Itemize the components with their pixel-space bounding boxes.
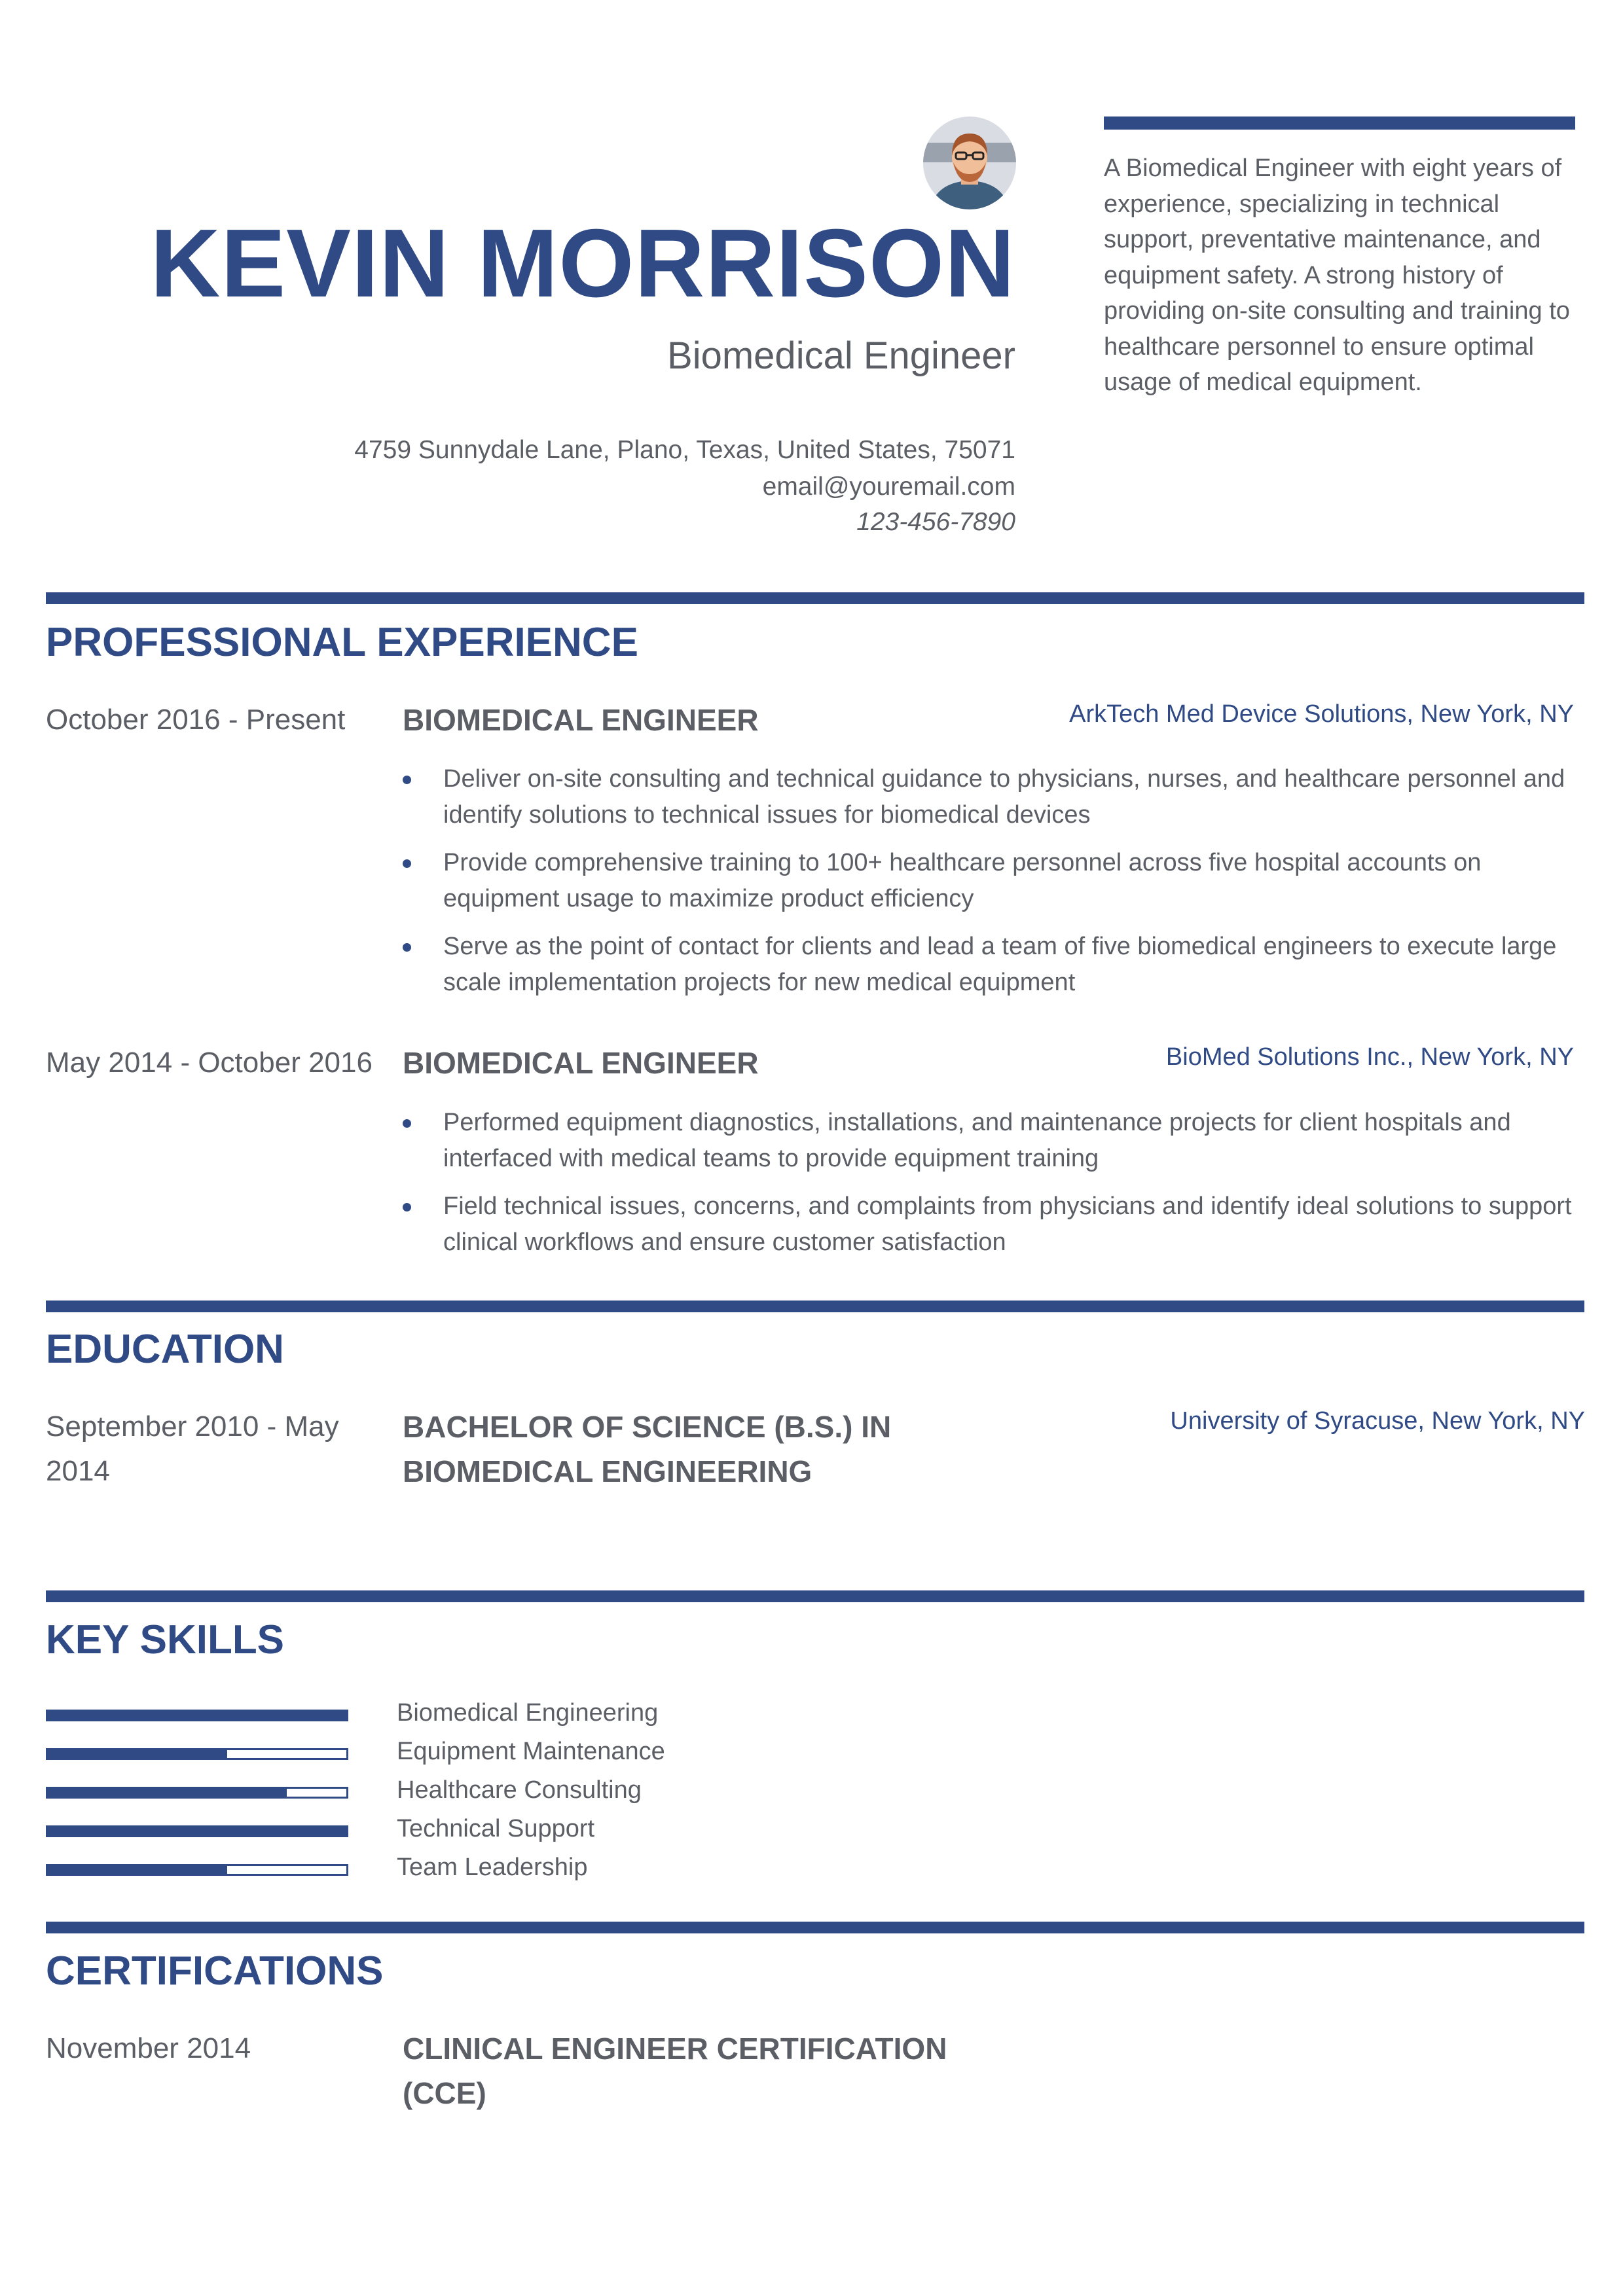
section-divider xyxy=(46,1300,1584,1312)
skill-level-fill xyxy=(48,1750,227,1758)
job-dates: May 2014 - October 2016 xyxy=(46,1047,373,1079)
education-dates: September 2010 - May 2014 xyxy=(46,1410,339,1487)
candidate-name: KEVIN MORRISON xyxy=(150,209,1015,317)
job-dates: October 2016 - Present xyxy=(46,704,346,736)
skill-level-bar xyxy=(46,1825,348,1837)
skill-level-bar xyxy=(46,1748,348,1760)
certification-date: November 2014 xyxy=(46,2032,251,2064)
skill-level-fill xyxy=(48,1866,227,1874)
job-company: ArkTech Med Device Solutions, New York, NY xyxy=(1069,700,1574,728)
school: University of Syracuse, New York, NY xyxy=(1170,1407,1585,1435)
skills-heading: KEY SKILLS xyxy=(46,1617,285,1662)
phone: 123-456-7890 xyxy=(856,508,1015,536)
avatar xyxy=(923,117,1016,209)
bullet-icon xyxy=(403,776,411,784)
list-item: Performed equipment diagnostics, installations, and maintenance projects for client hospitals and interfaced with medical teams to provide equipment training xyxy=(403,1105,1575,1177)
certifications-heading: CERTIFICATIONS xyxy=(46,1948,384,1994)
professional-summary: A Biomedical Engineer with eight years of experience, specializing in technical support, preventative maintenance, and equipment safety. A strong history of providing on-site consulting and training to healthcare personnel to ensure optimal usage of medical equipment. xyxy=(1104,154,1570,396)
summary-divider xyxy=(1104,117,1575,130)
skill-label: Technical Support xyxy=(397,1815,595,1842)
skill-level-fill xyxy=(48,1827,346,1835)
job-bullets xyxy=(403,761,1575,1013)
job-role: BIOMEDICAL ENGINEER xyxy=(403,1046,759,1080)
skill-level-bar xyxy=(46,1787,348,1799)
skill-level-bar xyxy=(46,1710,348,1721)
education-heading: EDUCATION xyxy=(46,1327,284,1372)
bullet-icon xyxy=(403,1203,411,1211)
job-bullets xyxy=(403,1105,1575,1272)
experience-heading: PROFESSIONAL EXPERIENCE xyxy=(46,620,638,665)
job-company: BioMed Solutions Inc., New York, NY xyxy=(1165,1043,1574,1071)
certification-name: CLINICAL ENGINEER CERTIFICATION (CCE) xyxy=(403,2032,947,2110)
skill-level-fill xyxy=(48,1712,346,1719)
job-title: Biomedical Engineer xyxy=(667,334,1015,377)
section-divider xyxy=(46,592,1584,604)
list-item: Provide comprehensive training to 100+ healthcare personnel across five hospital accounts on equipment usage to maximize product efficiency xyxy=(403,845,1575,917)
skill-label: Team Leadership xyxy=(397,1854,588,1881)
section-divider xyxy=(46,1590,1584,1602)
skill-label: Biomedical Engineering xyxy=(397,1699,659,1727)
skill-label: Equipment Maintenance xyxy=(397,1738,665,1765)
address: 4759 Sunnydale Lane, Plano, Texas, United States, 75071 xyxy=(354,436,1015,464)
email[interactable]: email@youremail.com xyxy=(762,473,1015,501)
bullet-icon xyxy=(403,943,411,952)
bullet-icon xyxy=(403,859,411,868)
bullet-icon xyxy=(403,1119,411,1128)
list-item: Serve as the point of contact for clients and lead a team of five biomedical engineers to execute large scale implementation projects for new medical equipment xyxy=(403,929,1575,1001)
degree: BACHELOR OF SCIENCE (B.S.) IN BIOMEDICAL ENGINEERING xyxy=(403,1410,892,1488)
list-item: Deliver on-site consulting and technical guidance to physicians, nurses, and healthcare personnel and identify solutions to technical issues for biomedical devices xyxy=(403,761,1575,833)
job-role: BIOMEDICAL ENGINEER xyxy=(403,703,759,737)
skill-label: Healthcare Consulting xyxy=(397,1776,642,1804)
skill-level-bar xyxy=(46,1864,348,1876)
skill-level-fill xyxy=(48,1789,287,1797)
section-divider xyxy=(46,1922,1584,1933)
list-item: Field technical issues, concerns, and complaints from physicians and identify ideal solutions to support clinical workflows and ensure customer satisfaction xyxy=(403,1189,1575,1261)
